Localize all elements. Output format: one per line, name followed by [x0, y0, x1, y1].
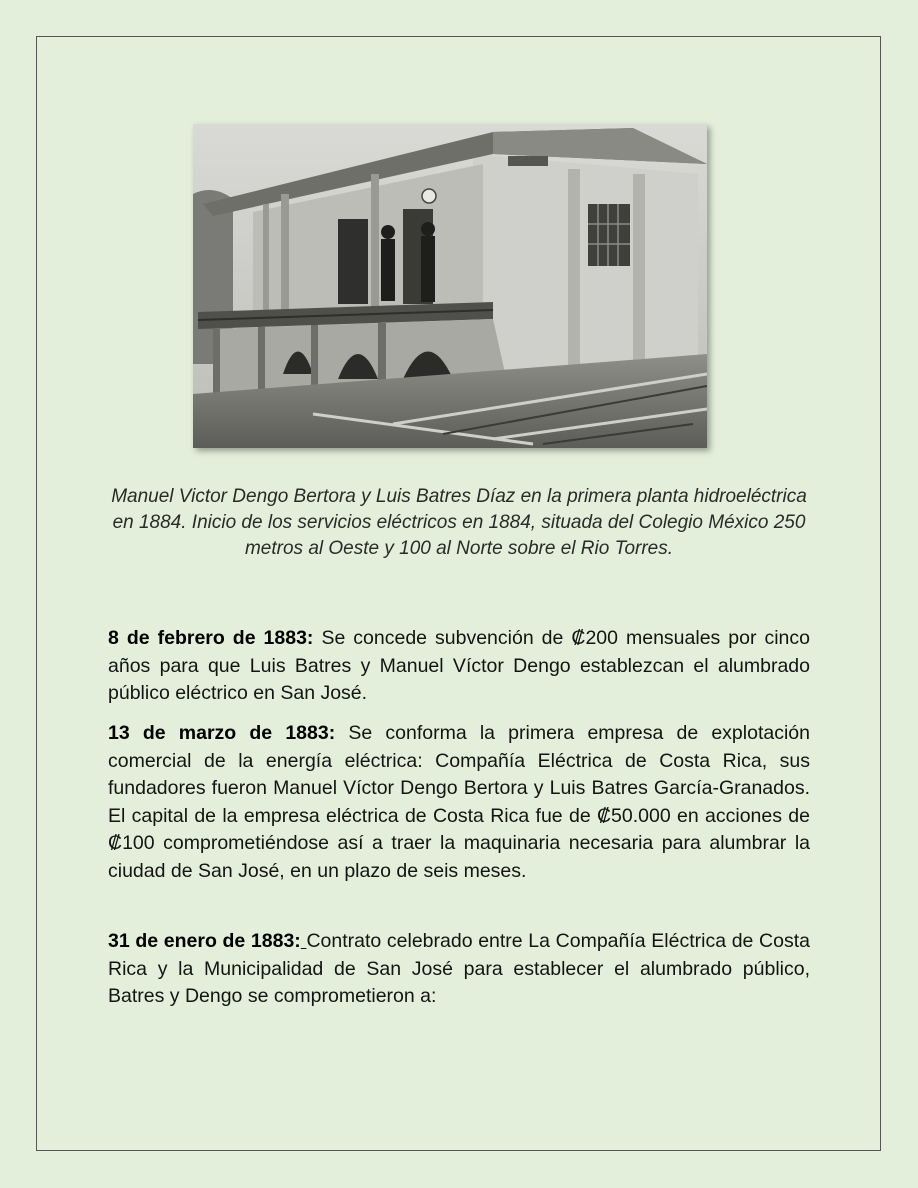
timeline-entry [108, 928, 810, 1011]
historic-photo [193, 124, 707, 448]
timeline-entry [108, 720, 810, 885]
entry-date: 31 de enero de 1883: [108, 930, 301, 952]
entry-text: Contrato celebrado entre La Compañía Eléctrica de Costa Rica y la Municipalidad de San José para establecer el alumbrado público, Batres y Dengo se comprometieron a: [108, 930, 810, 1007]
entry-date: 13 de marzo de 1883: [108, 722, 336, 744]
entry-text: Se concede subvención de ₡200 mensuales por cinco años para que Luis Batres y Manuel Víctor Dengo establezcan el alumbrado público eléctrico en San José. [108, 627, 810, 704]
timeline-entry [108, 625, 810, 708]
photo-caption: Manuel Victor Dengo Bertora y Luis Batres Díaz en la primera planta hidroeléctrica en 1884. Inicio de los servicios eléctricos en 1884, situada del Colegio México 250 metros al Oeste y 100 al Norte sobre el Rio Torres. [111, 486, 807, 559]
entry-text: Se conforma la primera empresa de explotación comercial de la energía eléctrica: Compañía Eléctrica de Costa Rica, sus fundadores fueron Manuel Víctor Dengo Bertora y Luis Batres García-Granados. El capital de la empresa eléctrica de Costa Rica fue de ₡50.000 en acciones de ₡100 comprometiéndose así a traer la maquinaria necesaria para alumbrar la ciudad de San José, en un plazo de seis meses. [108, 722, 810, 882]
hydroelectric-plant-image [193, 124, 707, 448]
entry-date: 8 de febrero de 1883: [108, 627, 314, 649]
